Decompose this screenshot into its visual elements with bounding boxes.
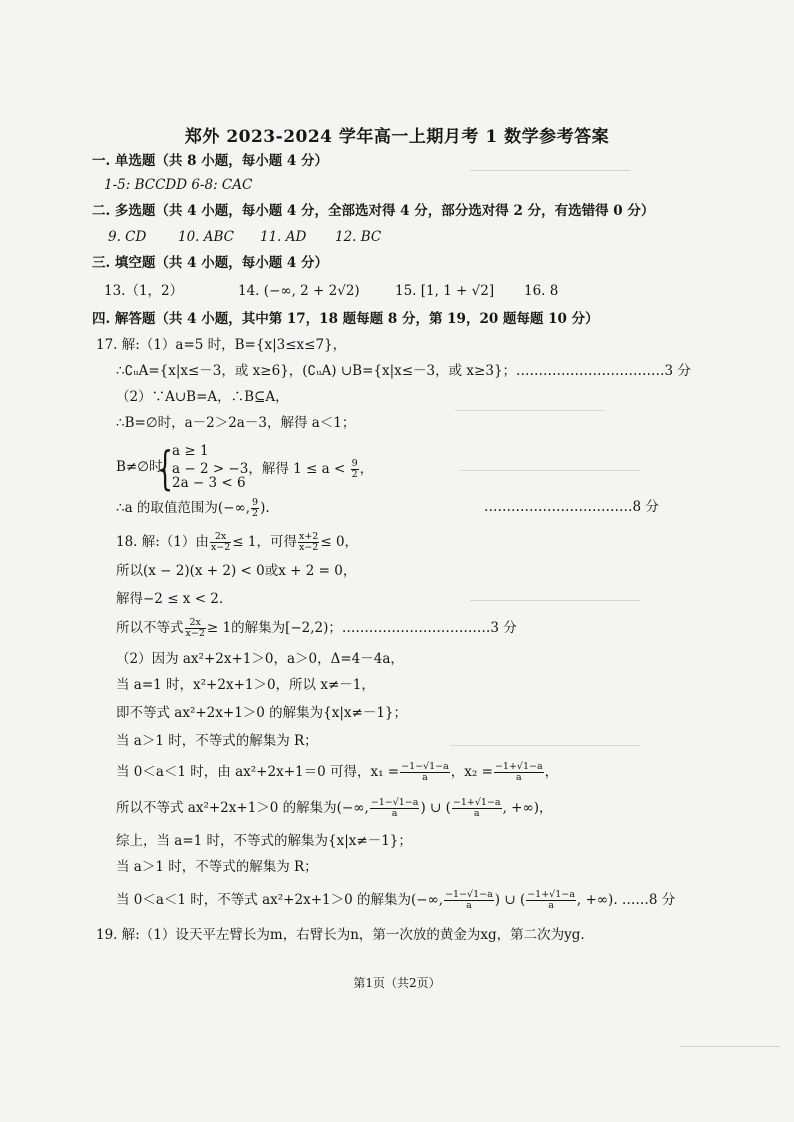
fraction: $\frac{2x}{x-2}$ — [185, 617, 205, 639]
q17-case-label: B≠∅时， — [116, 459, 176, 475]
q17-score-8: ……………………………8 分 — [484, 499, 659, 515]
q18-line-4: 所以不等式 $\frac{2x}{x-2}$ ≥ 1的解集为[−2,2)；……………………………3 分 — [116, 617, 517, 639]
bleed-through-mark — [450, 745, 640, 746]
bleed-through-mark — [680, 1046, 780, 1047]
answer-14: 14. (−∞, 2 + 2√2) — [238, 283, 360, 299]
q17-system-row-3: 2a − 3 < 6 — [172, 475, 246, 491]
fraction: $\frac{-1+√1-a}{a}$ — [452, 797, 501, 819]
fraction: $\frac{-1+√1-a}{a}$ — [494, 761, 543, 783]
answer-16: 16. 8 — [524, 283, 559, 299]
fraction: $\frac{x+2}{x-2}$ — [298, 531, 319, 553]
q18-line-5: （2）因为 ax²+2x+1＞0，a＞0，Δ=4－4a， — [116, 651, 404, 667]
bleed-through-mark — [455, 410, 605, 411]
q18-line-11: 综上，当 a=1 时，不等式的解集为{x|x≠－1}； — [116, 833, 412, 849]
page-footer: 第1页（共2页） — [353, 976, 441, 990]
single-choice-answers: 1-5: BCCDD 6-8: CAC — [104, 177, 253, 193]
answer-15: 15. [1, 1 + √2] — [395, 283, 495, 299]
answer-9: 9. CD — [108, 229, 147, 245]
q18-line-10: 所以不等式 ax²+2x+1＞0 的解集为(−∞, $\frac{-1-√1-a}{a}$ ) ∪ ( $\frac{-1+√1-a}{a}$ , +∞)， — [116, 797, 553, 819]
q17-system-row-2-text: a − 2 > −3，解得 1 ≤ a < — [172, 461, 346, 477]
fraction: $\frac{-1-√1-a}{a}$ — [445, 889, 493, 911]
q18-line-7: 即不等式 ax²+2x+1＞0 的解集为{x|x≠－1}； — [116, 705, 408, 721]
q18-line-9: 当 0＜a＜1 时，由 ax²+2x+1＝0 可得，x₁ = $\frac{-1-√1-a}{a}$ ，x₂ = $\frac{-1+√1-a}{a}$ ， — [116, 761, 559, 783]
answer-10: 10. ABC — [178, 229, 235, 245]
system-brace: { — [157, 441, 174, 495]
q19-line-1: 19. 解:（1）设天平左臂长为m，右臂长为n，第一次放的黄金为xg，第二次为yg. — [96, 927, 585, 943]
answer-13: 13.（1，2） — [104, 283, 184, 299]
q17-line-2: ∴∁ᵤA={x|x≤－3，或 x≥6}，(∁ᵤA) ∪B={x|x≤－3，或 x≥3}；……………………………3 分 — [116, 363, 691, 379]
q18-line-13: 当 0＜a＜1 时，不等式 ax²+2x+1＞0 的解集为(−∞, $\frac{-1-√1-a}{a}$ ) ∪ ( $\frac{-1+√1-a}{a}$ , +∞). ……8 分 — [116, 889, 676, 911]
q18-line-6: 当 a=1 时，x²+2x+1＞0，所以 x≠－1， — [116, 677, 375, 693]
fraction: $\frac{2x}{x-2}$ — [210, 531, 231, 553]
document-title: 郑外 2023-2024 学年高一上期月考 1 数学参考答案 — [184, 127, 610, 147]
q17-system-row-2: a − 2 > −3，解得 1 ≤ a < $\frac{9}{2}$ ， — [172, 458, 374, 480]
q18-line-1: 18. 解:（1）由 $\frac{2x}{x-2}$ ≤ 1，可得 $\frac{x+2}{x-2}$ ≤ 0， — [116, 531, 359, 553]
q18-line-8: 当 a＞1 时，不等式的解集为 R； — [116, 733, 318, 749]
section-solutions-heading: 四. 解答题（共 4 小题，其中第 17，18 题每题 8 分，第 19，20 题每题 10 分） — [92, 311, 599, 327]
q18-line-2: 所以(x − 2)(x + 2) < 0或x + 2 = 0， — [116, 563, 357, 579]
q17-line-3: （2）∵A∪B=A，∴B⊆A， — [116, 389, 289, 405]
fraction: $\frac{-1-√1-a}{a}$ — [401, 761, 449, 783]
section-multi-choice-heading: 二. 多选题（共 4 小题，每小题 4 分，全部选对得 4 分，部分选对得 2 分，有选错得 0 分） — [92, 203, 655, 219]
q17-system-row-1: a ≥ 1 — [172, 443, 209, 459]
section-single-choice-heading: 一. 单选题（共 8 小题，每小题 4 分） — [92, 153, 328, 169]
q17-line-4: ∴B=∅时，a－2＞2a－3，解得 a＜1； — [116, 415, 356, 431]
q17-line-1: 17. 解:（1）a=5 时，B={x|3≤x≤7}， — [96, 337, 347, 353]
fraction: $\frac{9}{2}$ — [351, 458, 358, 480]
section-fill-blank-heading: 三. 填空题（共 4 小题，每小题 4 分） — [92, 255, 328, 271]
fraction: $\frac{-1-√1-a}{a}$ — [370, 797, 419, 819]
answer-12: 12. BC — [335, 229, 382, 245]
q18-line-12: 当 a＞1 时，不等式的解集为 R； — [116, 859, 318, 875]
answer-11: 11. AD — [260, 229, 307, 245]
bleed-through-mark — [470, 170, 630, 171]
bleed-through-mark — [470, 600, 640, 601]
q18-line-3: 解得−2 ≤ x < 2. — [116, 591, 224, 607]
fraction: $\frac{-1+√1-a}{a}$ — [527, 889, 575, 911]
fraction: $\frac{9}{2}$ — [252, 497, 259, 519]
bleed-through-mark — [460, 470, 640, 471]
q17-range-line: ∴a 的取值范围为(−∞, $\frac{9}{2}$ ). — [116, 497, 270, 519]
